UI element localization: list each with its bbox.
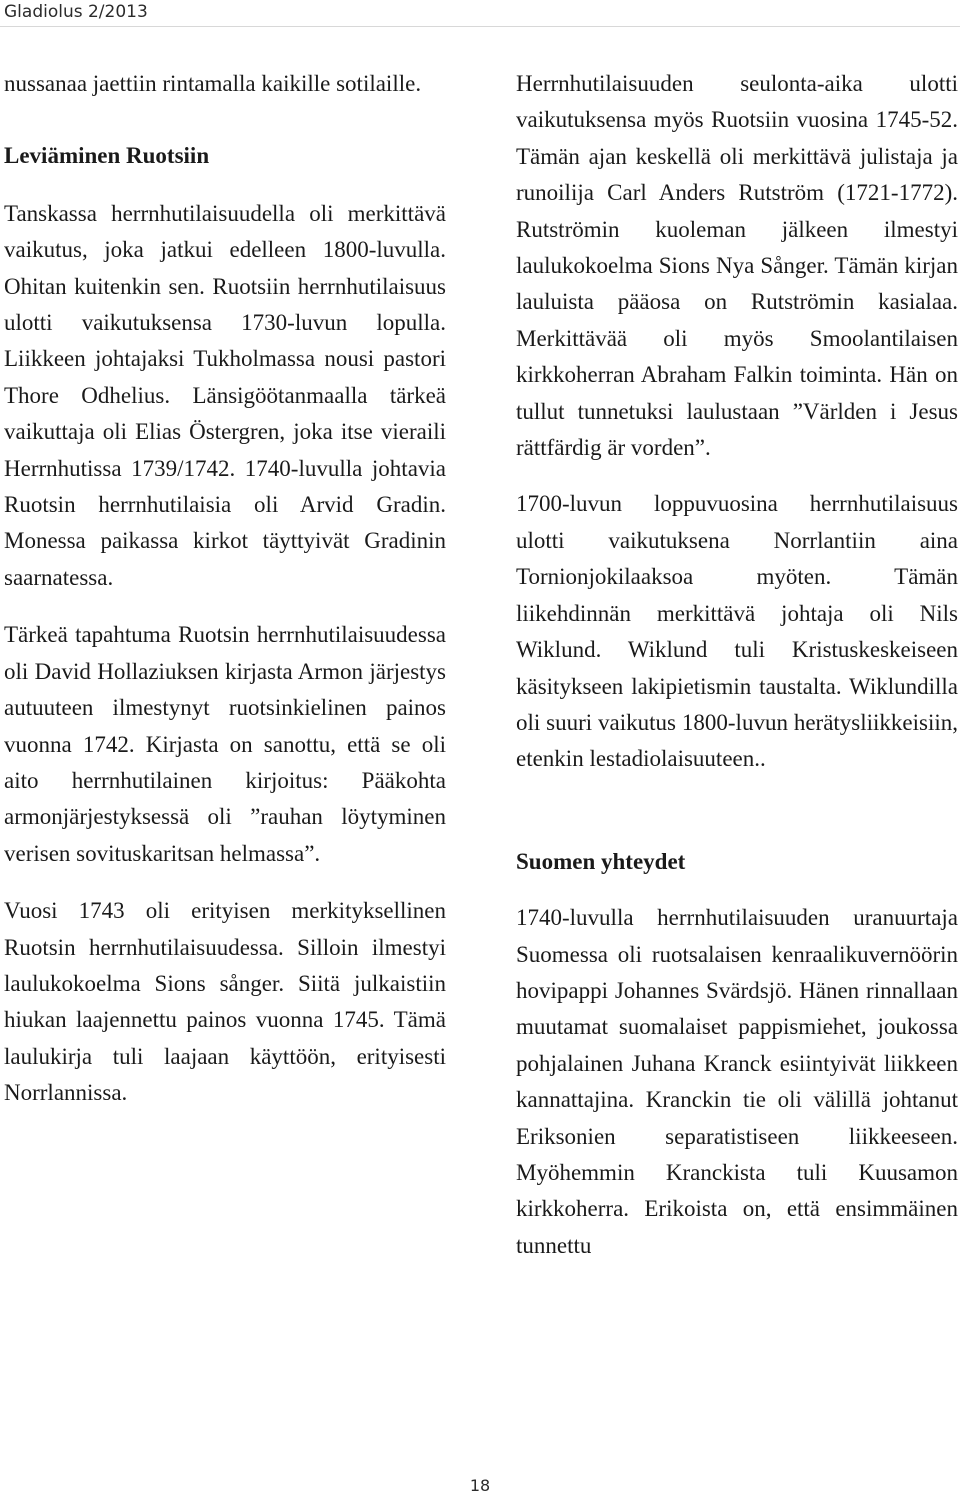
page-number: 18 <box>469 1476 491 1495</box>
header-divider <box>0 26 960 27</box>
left-column <box>4 66 446 1112</box>
running-header: Gladiolus 2/2013 <box>4 2 148 22</box>
left-paragraph-4: Vuosi 1743 oli erityisen merkityksellinen Ruotsin herrnhutilaisuudessa. Silloin ilmestyi laulukokoelma Sions sånger. Siitä julkaistiin hiukan laajennettu painos vuonna 1745. Tämä laulukirja tuli laajaan käyttöön, erityisesti Norrlannissa. <box>4 898 446 1106</box>
right-paragraph-1: Herrnhutilaisuuden seulonta-aika ulotti vaikutuksensa myös Ruotsiin vuosina 1745-52. Tämän ajan keskellä oli merkittävä julistaja ja runoilija Carl Anders Rutström (1721-1772). Rutströmin kuoleman jälkeen ilmestyi laulukokoelma Sions Nya Sånger. Tämän kirjan lauluista pääosa on Rutströmin kasialaa. Merkittävää oli myös Smoolantilaisen kirkkoherran Abraham Falkin toiminta. Hän on tullut tunnetuksi laulustaan ”Världen i Jesus rättfärdig är vorden”. <box>516 71 958 461</box>
right-paragraph-3: 1740-luvulla herrnhutilaisuuden uranuurtaja Suomessa oli ruotsalaisen kenraalikuvernöörin hovipappi Johannes Svärdsjö. Hänen rinnallaan muutamat suomalaiset pappismiehet, joukossa pohjalainen Juhana Kranck esiintyivät liikkeen kannattajina. Kranckin tie oli välillä johtanut Eriksonien separatistiseen liikkeeseen. Myöhemmin Kranckista tuli Kuusamon kirkkoherra. Erikoista on, että ensimmäinen tunnettu <box>516 905 958 1258</box>
right-paragraph-2: 1700-luvun loppuvuosina herrnhutilaisuus ulotti vaikutuksena Norrlantiin aina Tornionjokilaaksoa myöten. Tämän liikehdinnän merkittävä johtaja oli Nils Wiklund. Wiklund tuli Kristuskeskeiseen käsitykseen lakipietismin taustalta. Wiklundilla oli suuri vaikutus 1800-luvun herätysliikkeisiin, etenkin lestadiolaisuuteen.. <box>516 491 958 772</box>
section-heading-leviaminen-ruotsiin: Leviäminen Ruotsiin <box>4 143 210 169</box>
section-heading-suomen-yhteydet: Suomen yhteydet <box>516 848 686 874</box>
left-paragraph-2: Tanskassa herrnhutilaisuudella oli merkittävä vaikutus, joka jatkui edelleen 1800-luvulla. Ohitan kuitenkin sen. Ruotsiin herrnhutilaisuus ulotti vaikutuksensa 1730-luvun lopulla. Liikkeen johtajaksi Tukholmassa nousi pastori Thore Odhelius. Länsigöötanmaalla tärkeä vaikuttaja oli Elias Östergren, joka itse vieraili Herrnhutissa 1739/1742. 1740-luvulla johtavia Ruotsin herrnhutilaisia oli Arvid Gradin. Monessa paikassa kirkot täyttyivät Gradinin saarnatessa. <box>4 200 446 590</box>
right-column <box>516 66 958 1264</box>
left-paragraph-1: nussanaa jaettiin rintamalla kaikille sotilaille. <box>4 71 422 96</box>
left-paragraph-3: Tärkeä tapahtuma Ruotsin herrnhutilaisuudessa oli David Hollaziuksen kirjasta Armon järjestys autuuteen ilmestynyt ruotsinkielinen painos vuonna 1742. Kirjasta on sanottu, että se oli aito herrnhutilainen kirjoitus: Pääkohta armonjärjestyksessä oli ”rauhan löytyminen verisen sovituskaritsan helmassa”. <box>4 622 446 866</box>
